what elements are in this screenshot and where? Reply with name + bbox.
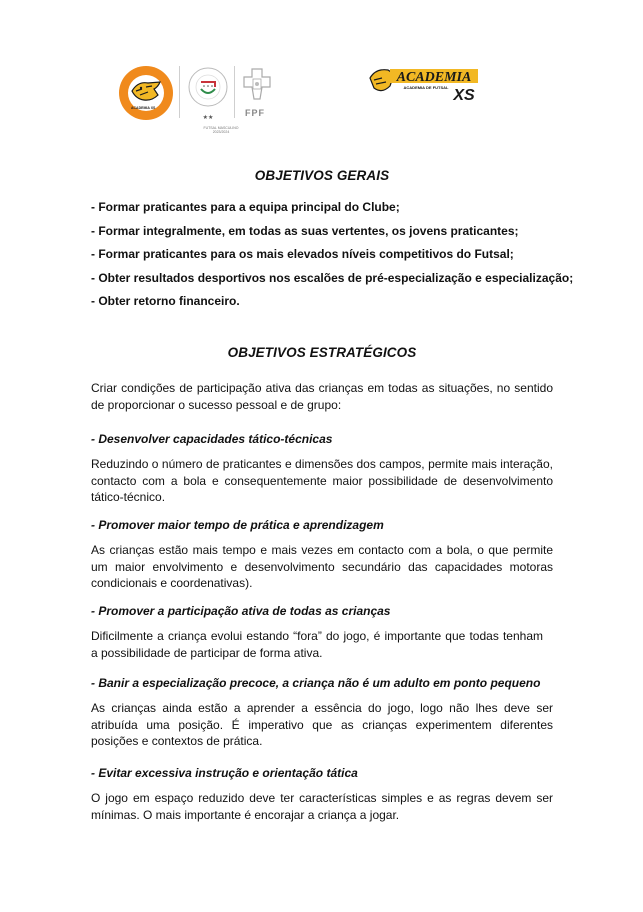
strategic-body: O jogo em espaço reduzido deve ter características simples e as regras devem ser mínimas. O mais importante é encorajar a criança a jogar.	[91, 791, 553, 822]
caption-line-2: 2023/2024	[212, 130, 230, 134]
general-objective-item: - Formar praticantes para a equipa principal do Clube;	[91, 200, 400, 214]
caption-line-1: FUTSAL MASCULINO	[203, 126, 239, 130]
academia-xs-tiger-logo-icon	[368, 64, 480, 104]
strategic-intro: Criar condições de participação ativa das crianças em todas as situações, no sentido de proporcionar o sucesso pessoal e de grupo:	[91, 381, 553, 412]
logo-divider	[234, 66, 235, 118]
svg-text:ACADEMIA DE FUTSAL: ACADEMIA DE FUTSAL	[403, 85, 449, 90]
strategic-body: As crianças estão mais tempo e mais vezes em contacto com a bola, o que permite um maior envolvimento e desenvolvimento secundário das capacidades motoras condicionais e coordenativas).	[91, 543, 553, 590]
general-objectives-title: OBJETIVOS GERAIS	[254, 168, 390, 183]
strategic-heading: - Banir a especialização precoce, a criança não é um adulto em ponto pequeno	[91, 676, 541, 690]
svg-text:XS: XS	[453, 87, 475, 104]
certification-caption	[196, 126, 246, 134]
strategic-body: As crianças ainda estão a aprender a essência do jogo, logo não lhes deve ser atribuída uma posição. É imperativo que as crianças experimentem diferentes posições e contextos de prática.	[91, 701, 553, 748]
svg-text:★★: ★★	[202, 114, 214, 121]
strategic-body: Reduzindo o número de praticantes e dimensões dos campos, permite mais interação, contacto com a bola e consequentemente maior possibilidade de desenvolvimento tático-técnico.	[91, 457, 553, 504]
strategic-heading: - Evitar excessiva instrução e orientação tática	[91, 766, 358, 780]
svg-text:ACADEMIA: ACADEMIA	[396, 70, 472, 85]
strategic-heading: - Promover maior tempo de prática e aprendizagem	[91, 518, 384, 532]
strategic-body: Dificilmente a criança evolui estando “fora” do jogo, é importante que todas tenham a possibilidade de participar de forma ativa.	[91, 629, 543, 660]
strategic-heading: - Promover a participação ativa de todas as crianças	[91, 604, 391, 618]
general-objective-item: - Obter resultados desportivos nos escalões de pré-especialização e especialização;	[91, 271, 574, 285]
general-objective-item: - Formar praticantes para os mais elevados níveis competitivos do Futsal;	[91, 247, 514, 261]
strategic-objectives-title: OBJETIVOS ESTRATÉGICOS	[227, 345, 417, 360]
general-objective-item: - Obter retorno financeiro.	[91, 294, 240, 308]
fpf-label: FPF	[245, 108, 265, 118]
tiger-club-crest-icon	[118, 65, 174, 121]
general-objective-item: - Formar integralmente, em todas as suas vertentes, os jovens praticantes;	[91, 224, 519, 238]
strategic-heading: - Desenvolver capacidades tático-técnicas	[91, 432, 333, 446]
certificada-escola-de-futsal-icon	[186, 65, 230, 125]
logo-divider	[179, 66, 180, 118]
club-crest-label: ACADEMIA XS	[131, 106, 156, 110]
document-header	[0, 0, 643, 150]
